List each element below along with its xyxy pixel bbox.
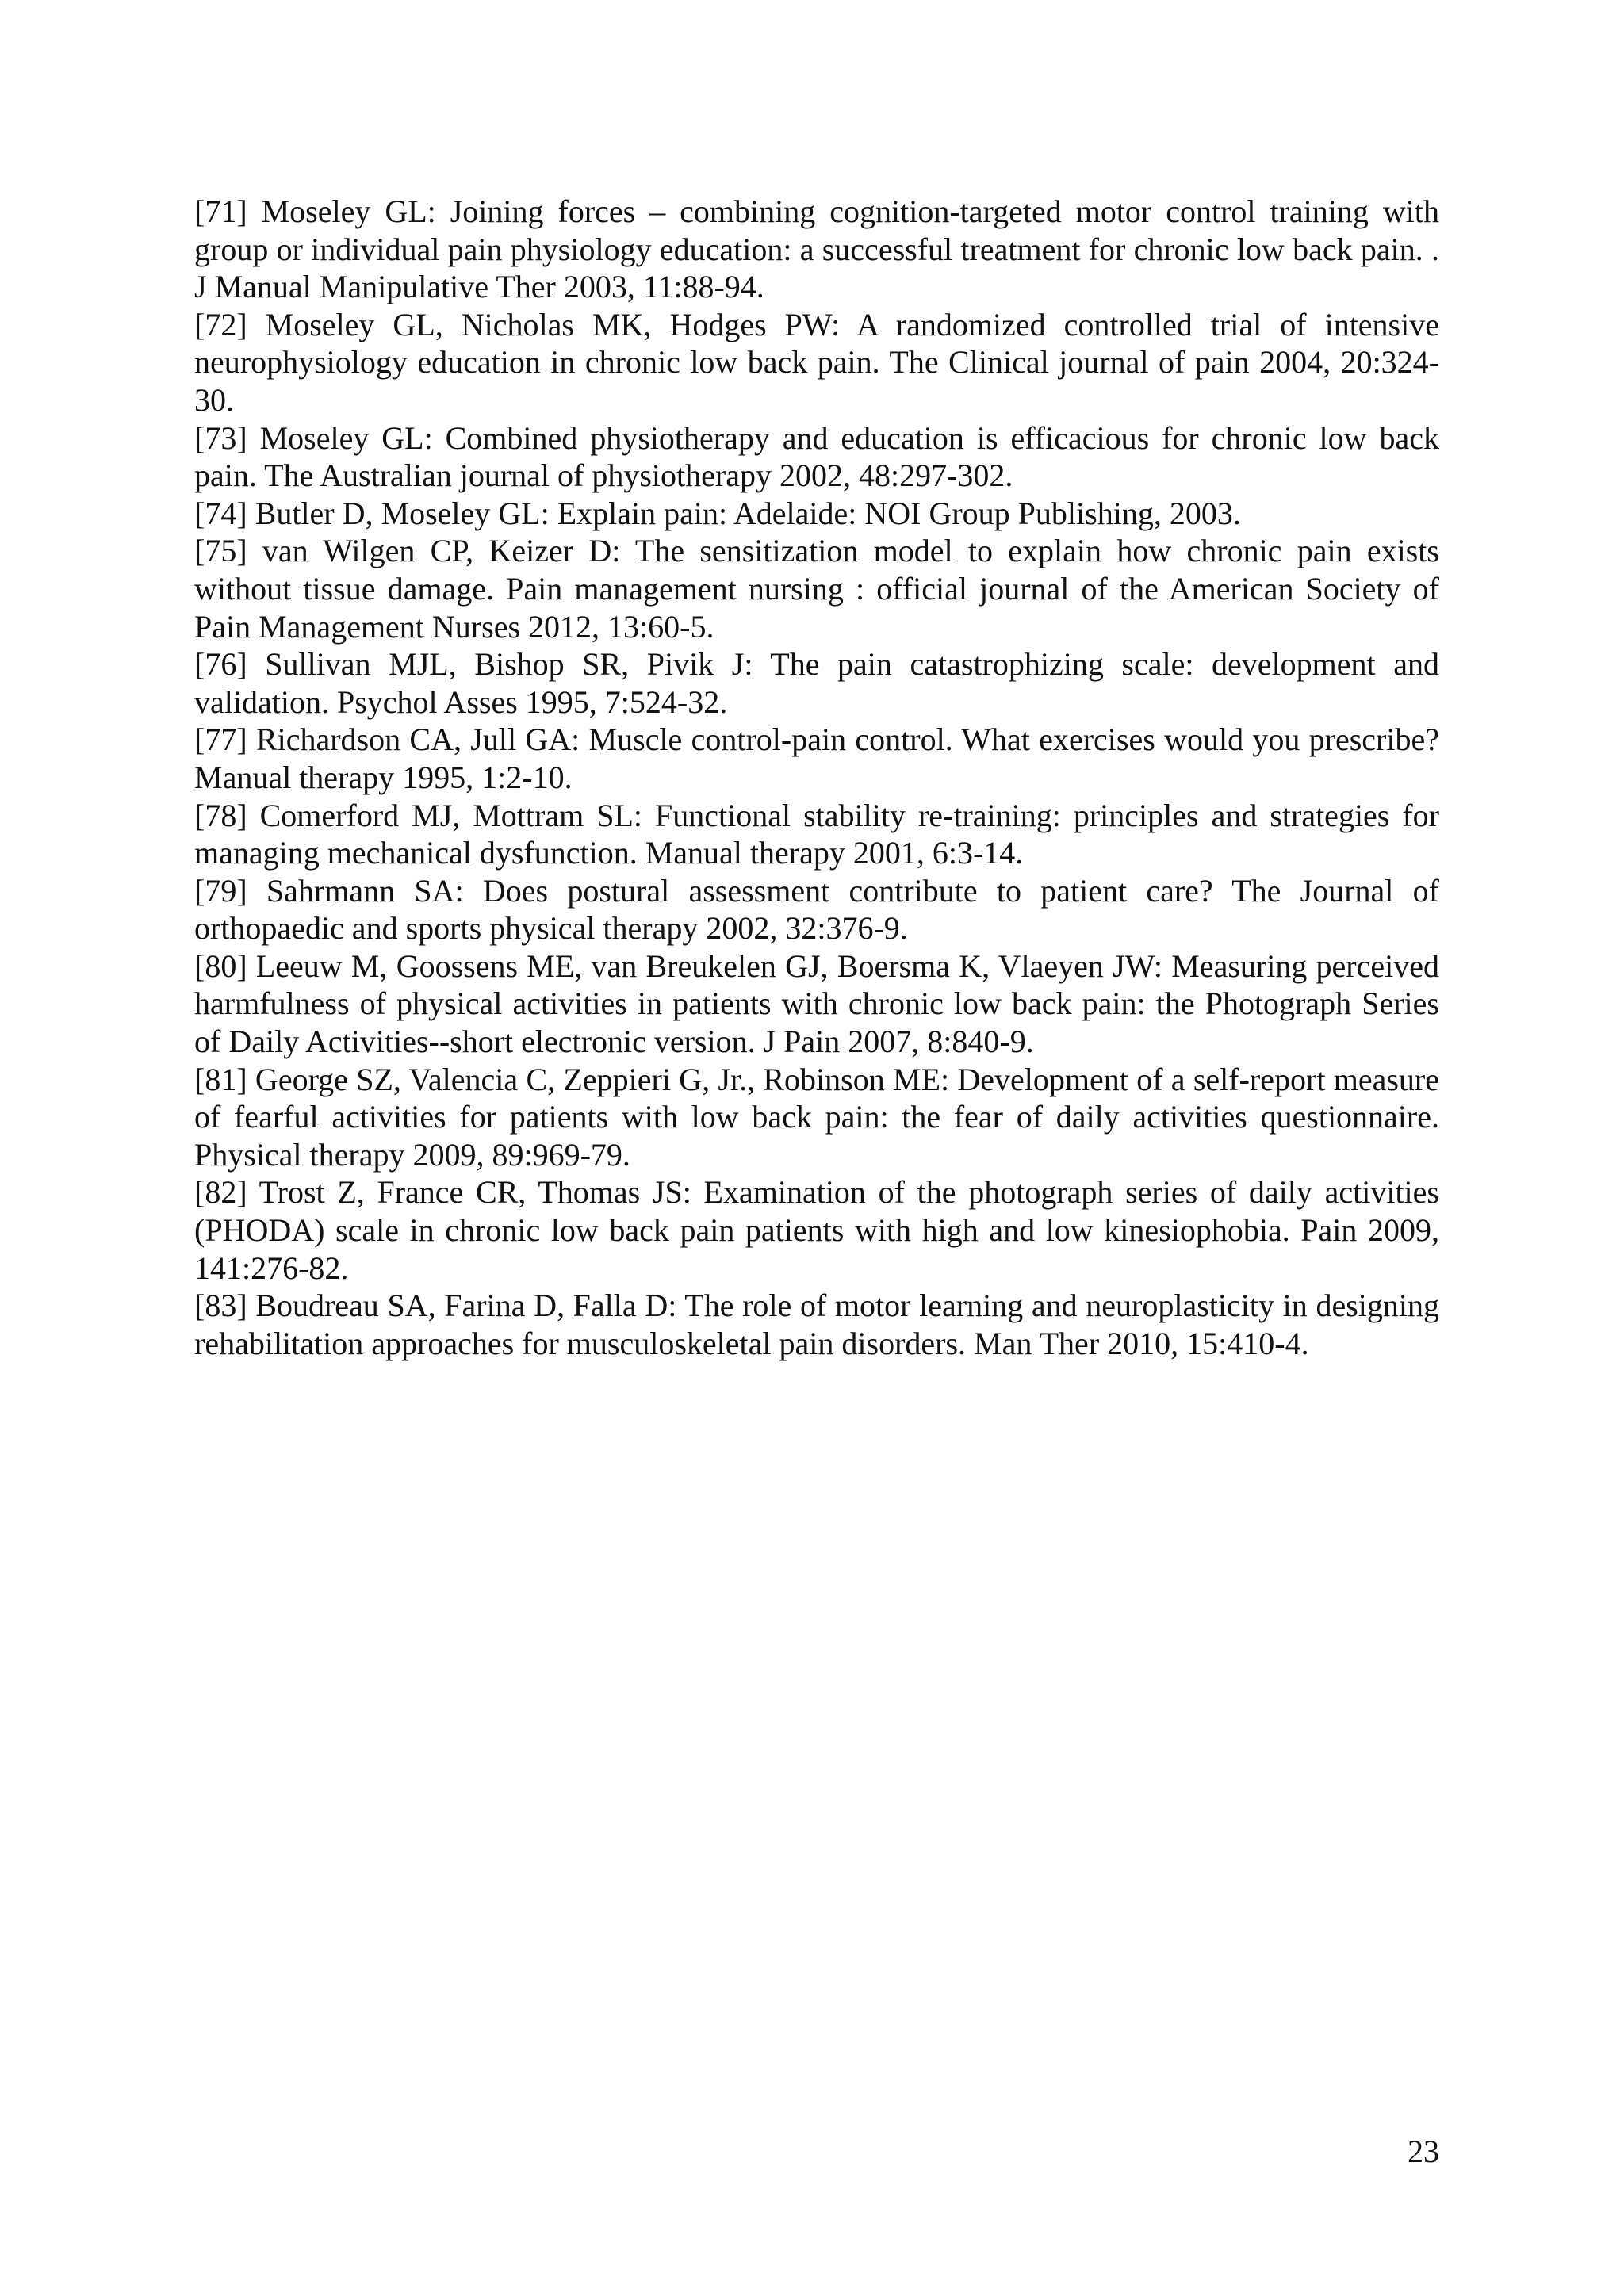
reference-item: [82] Trost Z, France CR, Thomas JS: Examination of the photograph series of daily activities (PHODA) scale in chronic low back pain patients with high and low kinesiophobia. Pain 2009, 141:276-82. [194,1174,1439,1286]
reference-list [194,193,1439,1362]
reference-item: [75] van Wilgen CP, Keizer D: The sensitization model to explain how chronic pain exists without tissue damage. Pain management nursing : official journal of the American Society of Pain Management Nurses 2012, 13:60-5. [194,533,1439,645]
reference-item: [81] George SZ, Valencia C, Zeppieri G, Jr., Robinson ME: Development of a self-report measure of fearful activities for patients with low back pain: the fear of daily activities questionnaire. Physical therapy 2009, 89:969-79. [194,1061,1439,1173]
reference-item: [78] Comerford MJ, Mottram SL: Functional stability re-training: principles and strategies for managing mechanical dysfunction. Manual therapy 2001, 6:3-14. [194,797,1439,871]
reference-item: [73] Moseley GL: Combined physiotherapy and education is efficacious for chronic low back pain. The Australian journal of physiotherapy 2002, 48:297-302. [194,419,1439,494]
reference-item: [77] Richardson CA, Jull GA: Muscle control-pain control. What exercises would you prescribe? Manual therapy 1995, 1:2-10. [194,721,1439,795]
reference-item: [79] Sahrmann SA: Does postural assessment contribute to patient care? The Journal of orthopaedic and sports physical therapy 2002, 32:376-9. [194,872,1439,947]
reference-item: [80] Leeuw M, Goossens ME, van Breukelen GJ, Boersma K, Vlaeyen JW: Measuring perceived harmfulness of physical activities in patients with chronic low back pain: the Photograph Series of Daily Activities--short electronic version. J Pain 2007, 8:840-9. [194,947,1439,1060]
page-number: 23 [1408,2133,1439,2169]
reference-item: [83] Boudreau SA, Farina D, Falla D: The role of motor learning and neuroplasticity in designing rehabilitation approaches for musculoskeletal pain disorders. Man Ther 2010, 15:410-4. [194,1288,1439,1361]
reference-item: [71] Moseley GL: Joining forces – combining cognition-targeted motor control training with group or individual pain physiology education: a successful treatment for chronic low back pain. . J Manual Manipulative Ther 2003, 11:88-94. [194,193,1439,305]
reference-item: [72] Moseley GL, Nicholas MK, Hodges PW: A randomized controlled trial of intensive neurophysiology education in chronic low back pain. The Clinical journal of pain 2004, 20:324-30. [194,306,1439,418]
reference-item: [74] Butler D, Moseley GL: Explain pain: Adelaide: NOI Group Publishing, 2003. [194,495,1241,531]
reference-item: [76] Sullivan MJL, Bishop SR, Pivik J: The pain catastrophizing scale: development and validation. Psychol Asses 1995, 7:524-32. [194,646,1439,720]
